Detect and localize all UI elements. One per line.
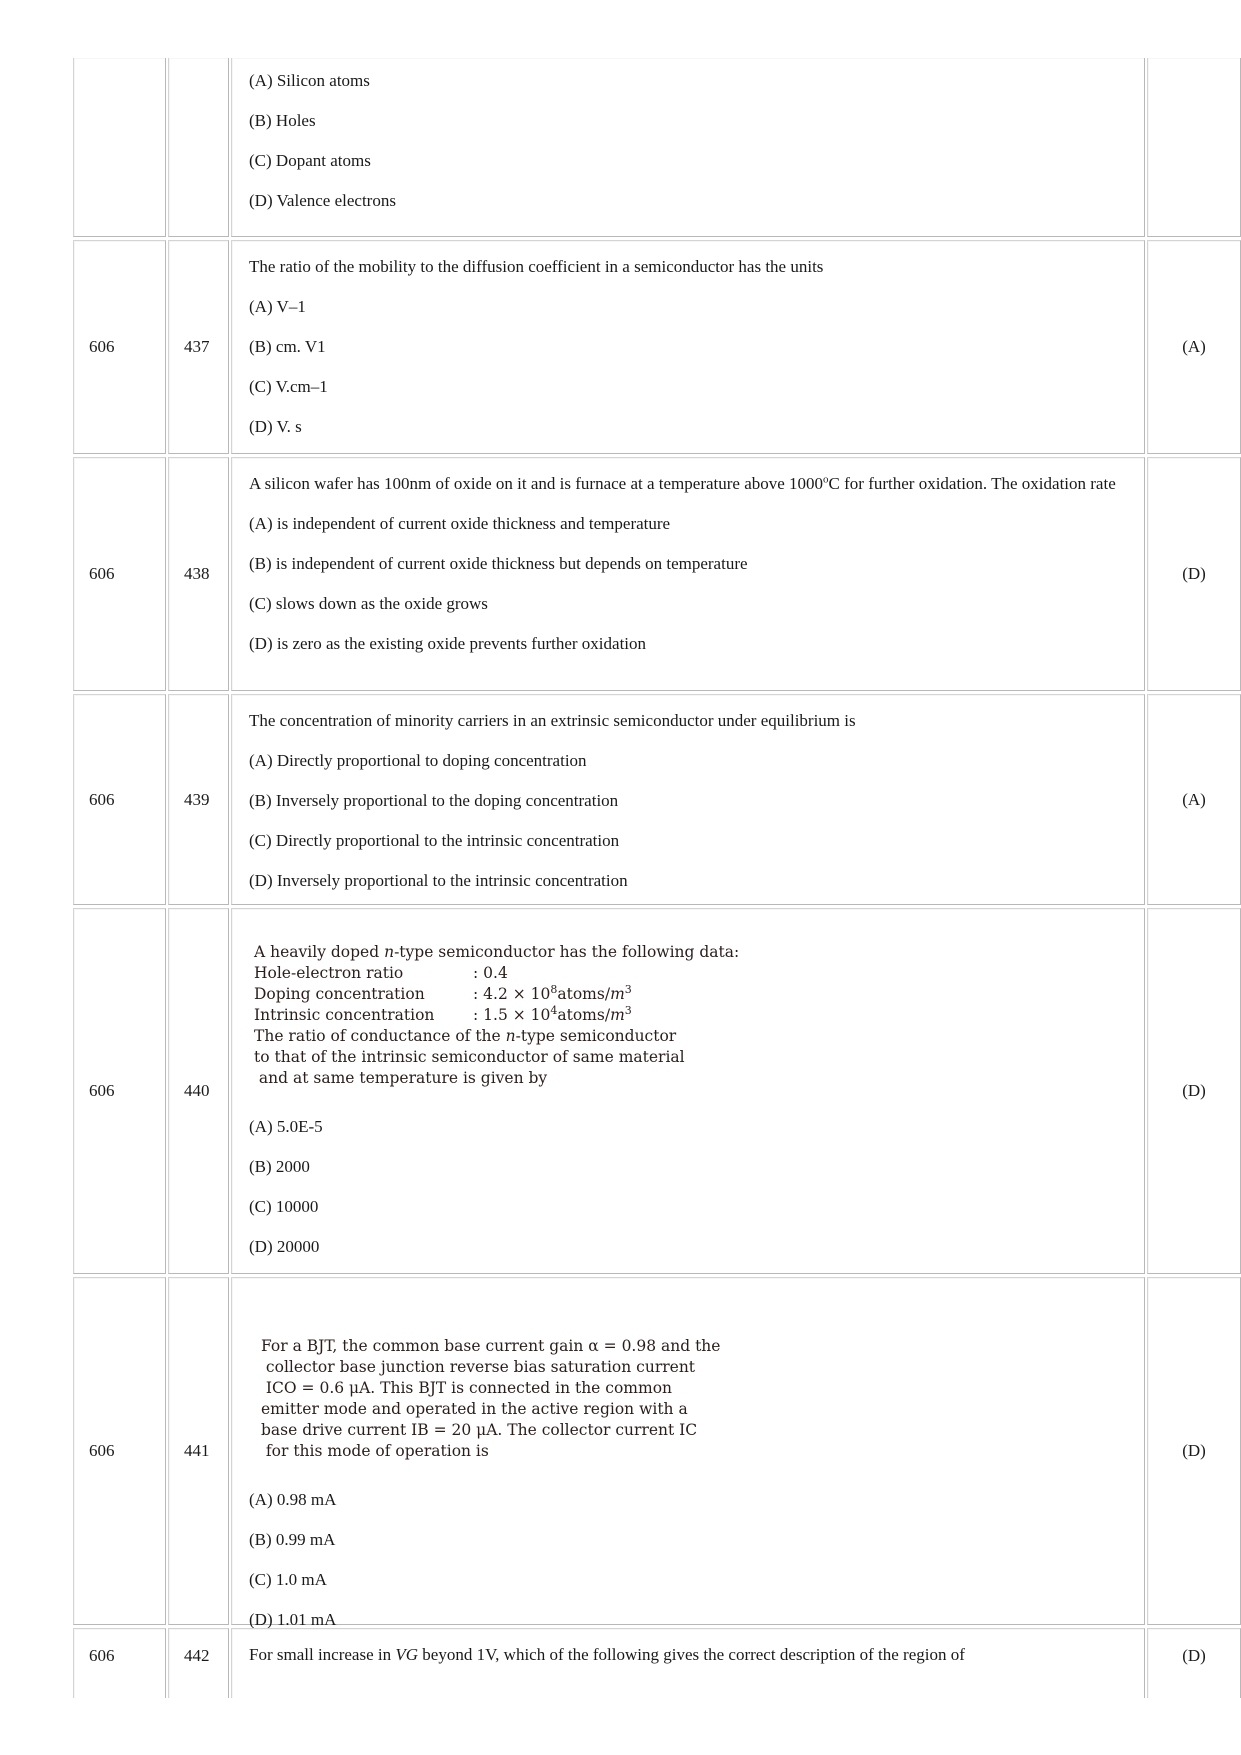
option-b: (B) is independent of current oxide thickness but depends on temperature: [249, 554, 748, 573]
answer-cell: [1147, 58, 1241, 237]
answer: (D): [1182, 564, 1206, 583]
option-d: (D) 1.01 mA: [249, 1610, 337, 1629]
question-number-cell: [168, 1277, 229, 1625]
option-c: (C) V.cm–1: [249, 377, 328, 396]
option-a: (A) V–1: [249, 297, 306, 316]
option-c: (C) 1.0 mA: [249, 1570, 327, 1589]
subject-code-cell: [73, 58, 166, 237]
subject-code: 606: [89, 1081, 115, 1100]
answer-cell: [1147, 1628, 1241, 1698]
subject-code-cell: [73, 694, 166, 905]
answer-cell: [1147, 240, 1241, 454]
table-row: [73, 694, 1206, 905]
question-stem: A silicon wafer has 100nm of oxide on it and is furnace at a temperature above 1000$^o$C for further oxidation. The oxidation rate: [249, 473, 1116, 493]
question-figure: For a BJT, the common base current gain α = 0.98 and the collector base junction reverse bias saturation current ICO = 0.6 μA. This BJT is connected in the common emitter mode and operated in the active region with a base drive current IB = 20 μA. The collector current IC for this mode of operation is: [261, 1337, 721, 1460]
question-number-cell: [168, 694, 229, 905]
question-cell: [231, 240, 1145, 454]
subject-code-cell: [73, 1628, 166, 1698]
question-figure: A heavily doped n-type semiconductor has the following data: Hole-electron ratio : 0.4 Doping concentration : $4.2 \times 10^8atoms/m^3$ Intrinsic concentration : $1.5 \times 10^4atoms/m^3$ The ratio of conductance of the n-type semiconductor to that of the intrinsic semiconductor of same material and at same temperature is given by: [254, 943, 740, 1087]
option-d: (D) V. s: [249, 417, 302, 436]
table-row: [73, 240, 1206, 454]
question-number-cell: [168, 908, 229, 1274]
subject-code-cell: [73, 908, 166, 1274]
option-b: (B) Holes: [249, 111, 316, 130]
question-number-cell: [168, 457, 229, 691]
answer: (D): [1182, 1441, 1206, 1460]
option-d: (D) Inversely proportional to the intrinsic concentration: [249, 871, 628, 890]
question-cell: [231, 1277, 1145, 1629]
subject-code: 606: [89, 1441, 115, 1460]
option-d: (D) Valence electrons: [249, 191, 396, 210]
subject-code-cell: [73, 1277, 166, 1625]
table-row: [73, 58, 1170, 237]
question-number-cell: [168, 240, 229, 454]
question-number: 442: [184, 1646, 210, 1665]
question-cell: [231, 908, 1145, 1274]
table-row: [73, 908, 1206, 1274]
option-a: (A) is independent of current oxide thickness and temperature: [249, 514, 671, 533]
option-b: (B) 2000: [249, 1157, 310, 1176]
question-cell: [231, 58, 1145, 237]
option-c: (C) 10000: [249, 1197, 319, 1216]
question-number-cell: [168, 58, 229, 237]
answer-cell: [1147, 457, 1241, 691]
option-c: (C) slows down as the oxide grows: [249, 594, 488, 613]
subject-code-cell: [73, 240, 166, 454]
subject-code: 606: [89, 1646, 115, 1665]
answer-cell: [1147, 1277, 1241, 1625]
option-c: (C) Dopant atoms: [249, 151, 371, 170]
answer-cell: [1147, 908, 1241, 1274]
answer-cell: [1147, 694, 1241, 905]
question-number-cell: [168, 1628, 229, 1698]
option-a: (A) 0.98 mA: [249, 1490, 337, 1509]
option-b: (B) 0.99 mA: [249, 1530, 336, 1549]
option-a: (A) 5.0E-5: [249, 1117, 323, 1136]
table-row: [73, 1277, 1206, 1629]
question-cell: [231, 457, 1145, 691]
question-stem: The ratio of the mobility to the diffusion coefficient in a semiconductor has the units: [249, 257, 824, 276]
question-stem: For small increase in VG beyond 1V, which of the following gives the correct description of the region of: [249, 1645, 965, 1664]
question-number: 437: [184, 337, 210, 356]
option-b: (B) cm. V1: [249, 337, 326, 356]
option-c: (C) Directly proportional to the intrinsic concentration: [249, 831, 620, 850]
question-number: 441: [184, 1441, 210, 1460]
table-row: [73, 457, 1206, 691]
answer: (D): [1182, 1646, 1206, 1665]
answer: (D): [1182, 1081, 1206, 1100]
option-a: (A) Directly proportional to doping concentration: [249, 751, 587, 770]
option-b: (B) Inversely proportional to the doping concentration: [249, 791, 619, 810]
option-a: (A) Silicon atoms: [249, 71, 370, 90]
question-table: [73, 58, 1206, 1698]
subject-code-cell: [73, 457, 166, 691]
option-d: (D) 20000: [249, 1237, 320, 1256]
subject-code: 606: [89, 564, 115, 583]
subject-code: 606: [89, 337, 115, 356]
answer: (A): [1182, 789, 1206, 809]
table-row: [73, 1628, 1206, 1698]
question-number: 438: [184, 564, 210, 583]
question-cell: [231, 1628, 1145, 1698]
question-number: 439: [184, 789, 210, 809]
question-cell: [231, 694, 1145, 905]
subject-code: 606: [89, 789, 115, 809]
question-number: 440: [184, 1081, 210, 1100]
answer: (A): [1182, 337, 1206, 356]
question-stem: The concentration of minority carriers in an extrinsic semiconductor under equilibrium is: [249, 711, 856, 730]
option-d: (D) is zero as the existing oxide prevents further oxidation: [249, 634, 647, 653]
